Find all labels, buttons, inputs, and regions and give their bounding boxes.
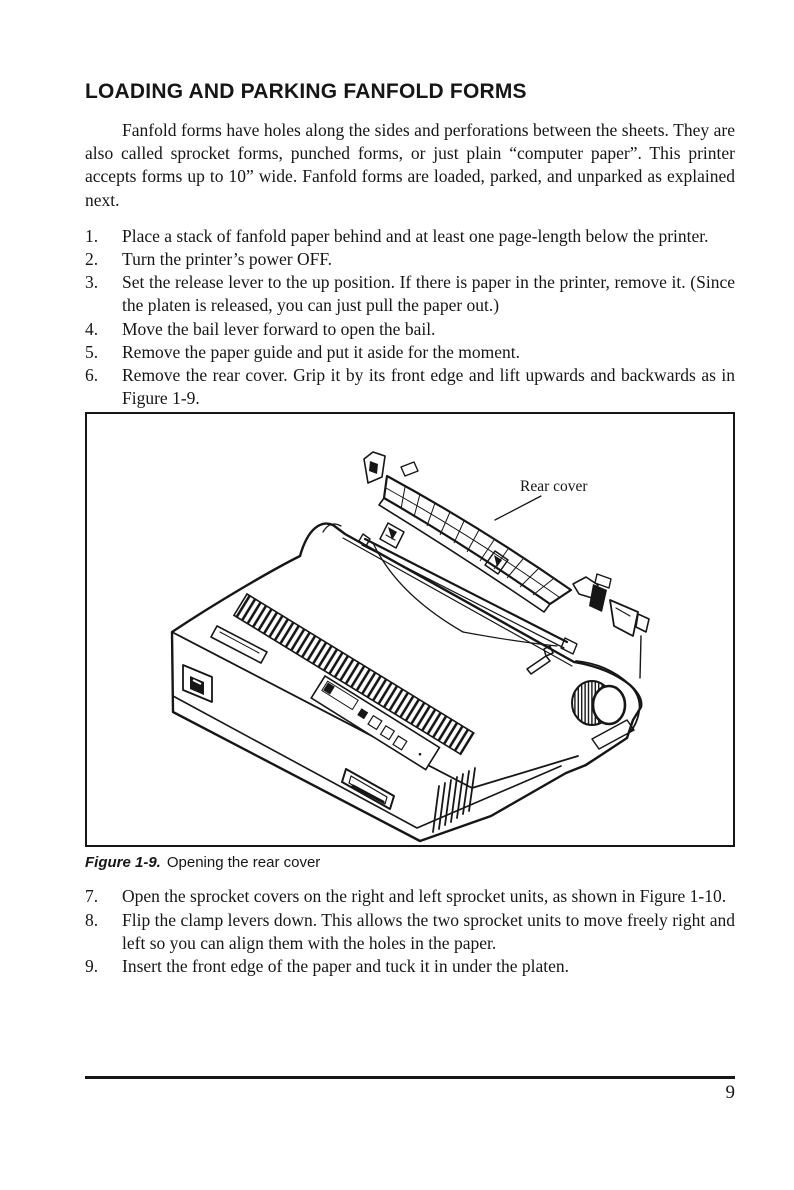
figure-caption-title: Figure 1-9. [85, 854, 161, 872]
page-number: 9 [725, 1082, 735, 1103]
steps-list-1-6 [85, 225, 735, 411]
step-text: Insert the front edge of the paper and tuck it in under the platen. [122, 956, 570, 977]
steps-list-7-9 [85, 885, 735, 978]
step-item [85, 909, 735, 955]
step-item [85, 248, 735, 271]
side-vents [433, 768, 475, 832]
bail-lever [527, 646, 553, 674]
step-item [85, 225, 735, 248]
step-item [85, 271, 735, 317]
printer-illustration [87, 414, 733, 845]
step-item [85, 318, 735, 341]
rear-cover-part [364, 452, 649, 678]
figure-caption [85, 854, 735, 872]
step-number: 4. [85, 318, 99, 339]
step-text: Move the bail lever forward to open the bail. [122, 318, 436, 339]
leader-line [495, 496, 541, 520]
step-item [85, 955, 735, 978]
step-number: 9. [85, 956, 99, 977]
footer-rule [85, 1076, 735, 1079]
step-text: Remove the paper guide and put it aside for the moment. [122, 341, 521, 362]
step-text: Open the sprocket covers on the right and left sprocket units, as shown in Figure 1-10. [122, 886, 727, 907]
power-switch [183, 665, 212, 702]
step-text: Flip the clamp levers down. This allows the two sprocket units to move freely right and left so you can align them with the holes in the paper. [122, 909, 735, 953]
page-content [85, 80, 735, 978]
step-item [85, 341, 735, 364]
step-number: 1. [85, 225, 99, 246]
rear-latch-left [380, 523, 404, 548]
section-heading: LOADING AND PARKING FANFOLD FORMS [85, 80, 527, 103]
step-number: 5. [85, 341, 99, 362]
step-item [85, 885, 735, 908]
step-text: Turn the printer’s power OFF. [122, 249, 333, 270]
printer-body [172, 523, 641, 841]
step-number: 7. [85, 886, 99, 907]
figure-1-9-frame [85, 412, 735, 847]
step-number: 8. [85, 909, 99, 930]
step-text: Remove the rear cover. Grip it by its front edge and lift upwards and backwards as in Figure 1-9. [122, 365, 735, 409]
step-text: Set the release lever to the up position. If there is paper in the printer, remove it. (Since the platen is released, you can just pull the paper out.) [122, 272, 735, 316]
step-number: 2. [85, 249, 99, 270]
step-text: Place a stack of fanfold paper behind and at least one page-length below the printer. [122, 225, 709, 246]
platen-knob [572, 661, 640, 766]
paper-bail [359, 534, 577, 654]
rear-cover-label: Rear cover [520, 478, 588, 496]
intro-paragraph: Fanfold forms have holes along the sides and perforations between the sheets. They are also called sprocket forms, punched forms, or just plain “computer paper”. This printer accepts forms up to 10” wide. Fanfold forms are loaded, parked, and unparked as explained next. [85, 120, 735, 210]
step-item [85, 364, 735, 410]
louver-vents [234, 594, 474, 754]
step-number: 3. [85, 272, 99, 293]
figure-caption-text: Opening the rear cover [166, 854, 321, 872]
step-number: 6. [85, 365, 99, 386]
